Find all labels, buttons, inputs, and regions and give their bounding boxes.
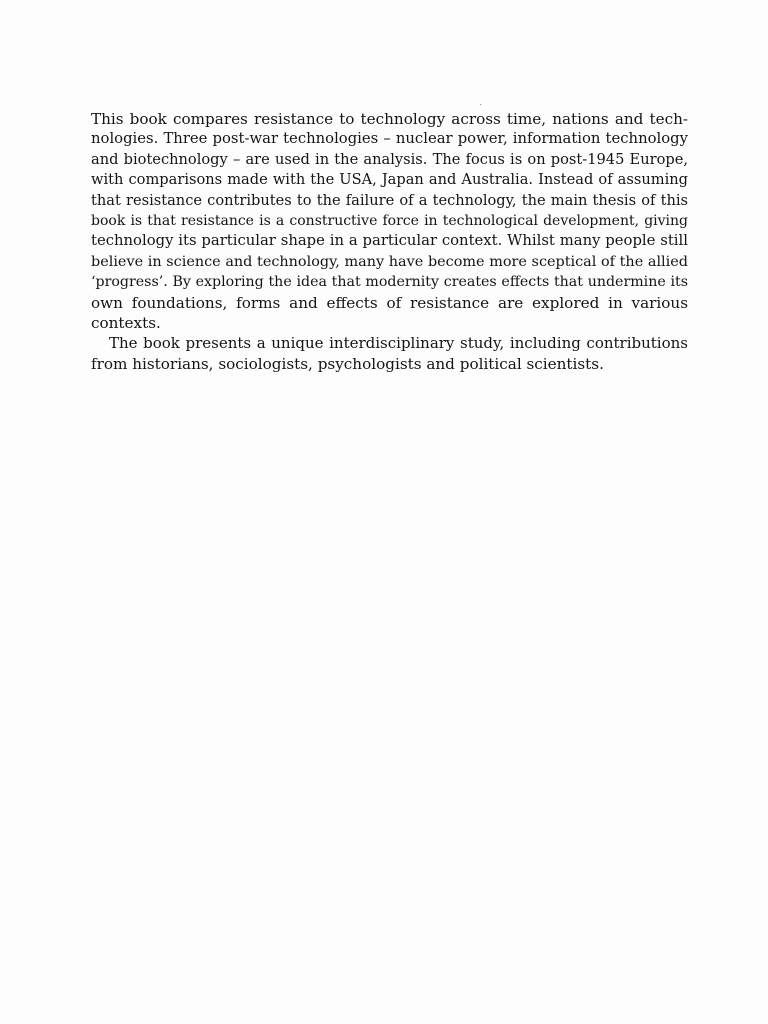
text-line: ‘progress’. By exploring the idea that modernity creates effects that undermine its xyxy=(91,274,688,291)
text-line: with comparisons made with the USA, Japan and Australia. Instead of assuming xyxy=(91,171,688,189)
text-line: book is that resistance is a constructive force in technological development, giving xyxy=(91,212,688,229)
text-line: contexts. xyxy=(91,313,161,332)
text-line: own foundations, forms and effects of resistance are explored in various xyxy=(91,293,688,312)
blurb-text xyxy=(91,109,688,374)
text-line: that resistance contributes to the failure of a technology, the main thesis of this xyxy=(91,191,688,209)
scan-speck xyxy=(480,104,481,105)
text-line: The book presents a unique interdisciplinary study, including contributions xyxy=(109,334,688,353)
text-line: and biotechnology – are used in the analysis. The focus is on post-1945 Europe, xyxy=(91,150,688,168)
blurb-paragraph-2 xyxy=(91,333,688,374)
text-line: from historians, sociologists, psychologists and political scientists. xyxy=(91,354,604,373)
text-line: nologies. Three post-war technologies – nuclear power, information technology xyxy=(91,130,688,148)
text-line: This book compares resistance to technology across time, nations and tech- xyxy=(91,110,688,128)
blurb-paragraph-1 xyxy=(91,109,688,333)
text-line: technology its particular shape in a particular context. Whilst many people still xyxy=(91,232,688,250)
text-line: believe in science and technology, many have become more sceptical of the allied xyxy=(91,253,688,270)
